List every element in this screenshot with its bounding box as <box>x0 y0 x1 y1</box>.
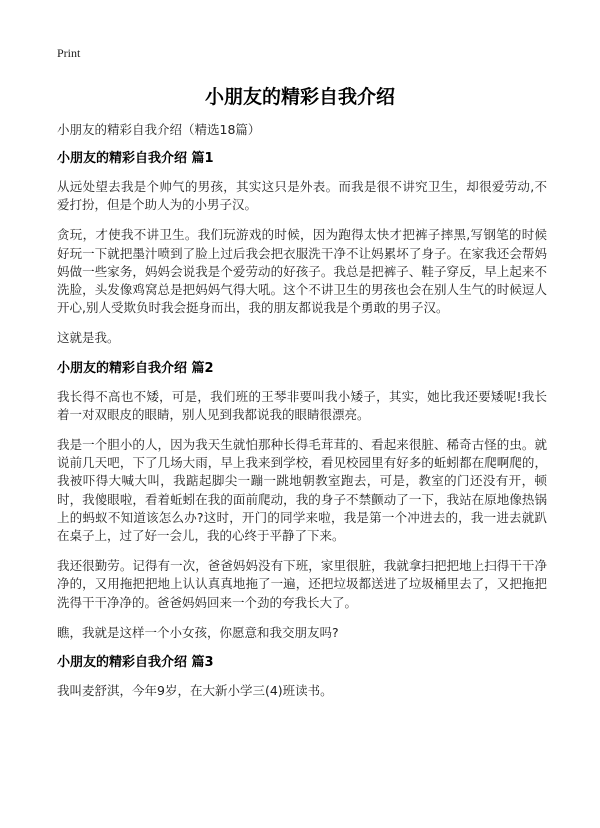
section-1 <box>57 150 547 348</box>
paragraph: 贪玩，才使我不讲卫生。我们玩游戏的时候，因为跑得太快才把裤子摔黑,写钢笔的时候好玩一下就把墨汁喷到了脸上过后我会把衣服洗干净不让妈累坏了身子。在家我还会帮妈妈做一些家务，妈妈会说我是个爱劳动的好孩子。我总是把裤子、鞋子穿反，早上起来不洗脸，头发像鸡窝总是把妈妈气得大吼。这个不讲卫生的男孩也会在别人生气的时候逗人开心,别人受欺负时我会挺身而出，我的朋友都说我是个勇敢的男子汉。 <box>57 227 547 316</box>
section-heading: 小朋友的精彩自我介绍 篇3 <box>57 655 214 671</box>
page-title: 小朋友的精彩自我介绍 <box>204 86 395 108</box>
paragraph: 这就是我。 <box>57 330 120 346</box>
paragraph: 我长得不高也不矮，可是，我们班的王琴非要叫我小矮子，其实，她比我还要矮呢!我长着一对双眼皮的眼睛，别人见到我都说我的眼睛很漂亮。 <box>57 388 547 422</box>
paragraph: 我叫麦舒淇，今年9岁，在大新小学三(4)班读书。 <box>57 683 333 699</box>
paragraph: 我还很勤劳。记得有一次，爸爸妈妈没有下班，家里很脏，我就拿扫把把地上扫得干干净净的，又用拖把把地上认认真真地拖了一遍，还把垃圾都送进了垃圾桶里去了，又把拖把洗得干干净净的。爸爸妈妈回来一个劲的夸我长大了。 <box>57 558 547 610</box>
print-link[interactable]: Print <box>57 46 81 60</box>
paragraph: 瞧，我就是这样一个小女孩，你愿意和我交朋友吗? <box>57 624 339 640</box>
section-2 <box>57 360 547 642</box>
article-body <box>57 150 547 712</box>
section-heading: 小朋友的精彩自我介绍 篇1 <box>57 151 214 166</box>
page-subtitle: 小朋友的精彩自我介绍（精选18篇） <box>57 122 261 137</box>
paragraph: 从远处望去我是个帅气的男孩，其实这只是外表。而我是很不讲究卫生，却很爱劳动,不爱打扮，但是个助人为的小男子汉。 <box>57 179 547 213</box>
section-3 <box>57 654 547 700</box>
section-heading: 小朋友的精彩自我介绍 篇2 <box>57 360 214 376</box>
paragraph: 我是一个胆小的人，因为我天生就怕那种长得毛茸茸的、看起来很脏、稀奇古怪的虫。就说前几天吧，下了几场大雨，早上我来到学校，看见校园里有好多的蚯蚓都在爬啊爬的，我被吓得大喊大叫，我踮起脚尖一蹦一跳地朝教室跑去，可是，教室的门还没有开，顿时，我傻眼啦，看着蚯蚓在我的面前爬动，我的身子不禁颤动了一下，我站在原地像热锅上的蚂蚁不知道该怎么办?这时，开门的同学来啦，我是第一个冲进去的，我一进去就趴在桌子上，过了好一会儿，我的心终于平静了下来。 <box>57 437 547 544</box>
